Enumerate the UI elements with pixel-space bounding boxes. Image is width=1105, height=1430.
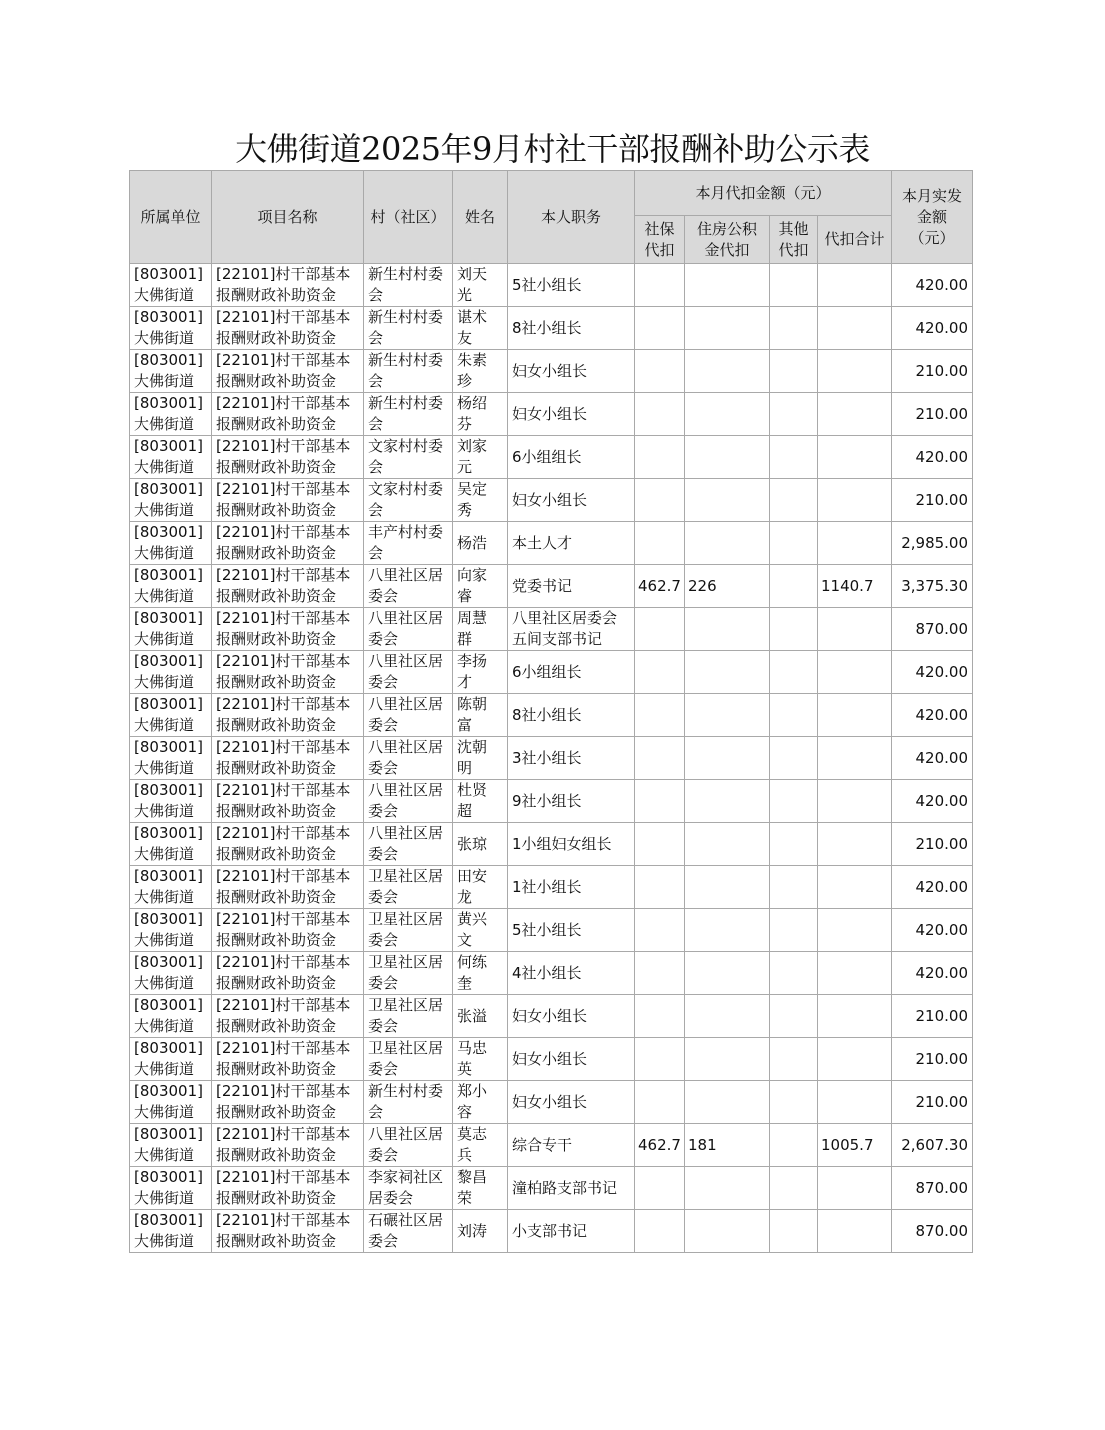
cell-total xyxy=(818,1038,892,1081)
cell-actual: 210.00 xyxy=(892,350,973,393)
cell-total xyxy=(818,651,892,694)
cell-social xyxy=(635,866,685,909)
cell-total xyxy=(818,823,892,866)
cell-name: 杨绍 芬 xyxy=(453,393,508,436)
cell-project: [22101]村干部基本 报酬财政补助资金 xyxy=(212,737,364,780)
cell-actual: 420.00 xyxy=(892,909,973,952)
cell-social xyxy=(635,307,685,350)
cell-position: 党委书记 xyxy=(508,565,635,608)
cell-actual: 3,375.30 xyxy=(892,565,973,608)
cell-position: 5社小组长 xyxy=(508,264,635,307)
cell-unit: [803001] 大佛街道 xyxy=(130,952,212,995)
cell-position: 妇女小组长 xyxy=(508,350,635,393)
cell-other xyxy=(770,1210,818,1253)
cell-project: [22101]村干部基本 报酬财政补助资金 xyxy=(212,350,364,393)
cell-village: 八里社区居 委会 xyxy=(364,565,453,608)
cell-actual: 420.00 xyxy=(892,780,973,823)
cell-social: 462.7 xyxy=(635,1124,685,1167)
cell-housing xyxy=(685,952,770,995)
table-row xyxy=(130,823,973,866)
cell-total xyxy=(818,307,892,350)
cell-position: 妇女小组长 xyxy=(508,1038,635,1081)
cell-project: [22101]村干部基本 报酬财政补助资金 xyxy=(212,694,364,737)
cell-housing xyxy=(685,608,770,651)
cell-name: 张琼 xyxy=(453,823,508,866)
cell-position: 8社小组长 xyxy=(508,307,635,350)
cell-unit: [803001] 大佛街道 xyxy=(130,1081,212,1124)
cell-village: 八里社区居 委会 xyxy=(364,608,453,651)
cell-project: [22101]村干部基本 报酬财政补助资金 xyxy=(212,1210,364,1253)
cell-project: [22101]村干部基本 报酬财政补助资金 xyxy=(212,307,364,350)
cell-total xyxy=(818,737,892,780)
cell-name: 李扬 才 xyxy=(453,651,508,694)
cell-name: 谌术 友 xyxy=(453,307,508,350)
table-row xyxy=(130,608,973,651)
header-total: 代扣合计 xyxy=(818,216,892,264)
cell-social xyxy=(635,608,685,651)
table-row xyxy=(130,651,973,694)
cell-position: 妇女小组长 xyxy=(508,995,635,1038)
cell-housing xyxy=(685,1081,770,1124)
cell-social xyxy=(635,1167,685,1210)
cell-housing xyxy=(685,1167,770,1210)
cell-total: 1005.7 xyxy=(818,1124,892,1167)
header-housing: 住房公积 金代扣 xyxy=(685,216,770,264)
cell-project: [22101]村干部基本 报酬财政补助资金 xyxy=(212,952,364,995)
cell-housing xyxy=(685,350,770,393)
cell-village: 新生村村委 会 xyxy=(364,350,453,393)
table-row xyxy=(130,737,973,780)
cell-name: 向家 睿 xyxy=(453,565,508,608)
cell-unit: [803001] 大佛街道 xyxy=(130,479,212,522)
cell-village: 文家村村委 会 xyxy=(364,479,453,522)
cell-housing xyxy=(685,780,770,823)
cell-housing xyxy=(685,436,770,479)
cell-project: [22101]村干部基本 报酬财政补助资金 xyxy=(212,565,364,608)
cell-social xyxy=(635,780,685,823)
cell-housing xyxy=(685,522,770,565)
cell-village: 卫星社区居 委会 xyxy=(364,909,453,952)
cell-project: [22101]村干部基本 报酬财政补助资金 xyxy=(212,780,364,823)
table-row xyxy=(130,1081,973,1124)
cell-total xyxy=(818,479,892,522)
cell-village: 文家村村委 会 xyxy=(364,436,453,479)
cell-name: 杜贤 超 xyxy=(453,780,508,823)
cell-name: 何练 奎 xyxy=(453,952,508,995)
page-title: 大佛街道2025年9月村社干部报酬补助公示表 xyxy=(235,130,870,168)
cell-social xyxy=(635,952,685,995)
cell-position: 妇女小组长 xyxy=(508,479,635,522)
cell-position: 本土人才 xyxy=(508,522,635,565)
cell-project: [22101]村干部基本 报酬财政补助资金 xyxy=(212,522,364,565)
cell-total xyxy=(818,1210,892,1253)
cell-social xyxy=(635,436,685,479)
cell-village: 八里社区居 委会 xyxy=(364,651,453,694)
table-header xyxy=(130,171,973,264)
table-row xyxy=(130,436,973,479)
cell-position: 1社小组长 xyxy=(508,866,635,909)
cell-other xyxy=(770,522,818,565)
cell-project: [22101]村干部基本 报酬财政补助资金 xyxy=(212,608,364,651)
cell-actual: 210.00 xyxy=(892,393,973,436)
cell-unit: [803001] 大佛街道 xyxy=(130,694,212,737)
cell-total xyxy=(818,522,892,565)
cell-housing xyxy=(685,737,770,780)
cell-project: [22101]村干部基本 报酬财政补助资金 xyxy=(212,909,364,952)
cell-total xyxy=(818,436,892,479)
cell-name: 田安 龙 xyxy=(453,866,508,909)
cell-other xyxy=(770,866,818,909)
cell-unit: [803001] 大佛街道 xyxy=(130,1210,212,1253)
cell-actual: 870.00 xyxy=(892,1210,973,1253)
cell-housing: 181 xyxy=(685,1124,770,1167)
cell-unit: [803001] 大佛街道 xyxy=(130,565,212,608)
cell-actual: 210.00 xyxy=(892,1081,973,1124)
cell-project: [22101]村干部基本 报酬财政补助资金 xyxy=(212,651,364,694)
cell-village: 新生村村委 会 xyxy=(364,307,453,350)
cell-other xyxy=(770,393,818,436)
cell-village: 李家祠社区 居委会 xyxy=(364,1167,453,1210)
cell-other xyxy=(770,307,818,350)
cell-other xyxy=(770,780,818,823)
cell-actual: 420.00 xyxy=(892,651,973,694)
cell-actual: 870.00 xyxy=(892,608,973,651)
cell-other xyxy=(770,264,818,307)
cell-actual: 210.00 xyxy=(892,823,973,866)
cell-name: 陈朝 富 xyxy=(453,694,508,737)
cell-village: 卫星社区居 委会 xyxy=(364,952,453,995)
cell-social xyxy=(635,393,685,436)
cell-position: 小支部书记 xyxy=(508,1210,635,1253)
cell-social xyxy=(635,264,685,307)
table-row xyxy=(130,1210,973,1253)
cell-position: 8社小组长 xyxy=(508,694,635,737)
table-row xyxy=(130,909,973,952)
cell-housing xyxy=(685,307,770,350)
cell-actual: 420.00 xyxy=(892,436,973,479)
cell-housing: 226 xyxy=(685,565,770,608)
cell-project: [22101]村干部基本 报酬财政补助资金 xyxy=(212,823,364,866)
table-row xyxy=(130,350,973,393)
cell-project: [22101]村干部基本 报酬财政补助资金 xyxy=(212,393,364,436)
cell-housing xyxy=(685,651,770,694)
cell-unit: [803001] 大佛街道 xyxy=(130,1038,212,1081)
cell-name: 周慧 群 xyxy=(453,608,508,651)
table-body xyxy=(130,264,973,1253)
table-row xyxy=(130,1124,973,1167)
table-row xyxy=(130,780,973,823)
cell-housing xyxy=(685,264,770,307)
header-actual: 本月实发 金额 （元） xyxy=(892,171,973,264)
cell-actual: 870.00 xyxy=(892,1167,973,1210)
cell-other xyxy=(770,909,818,952)
cell-unit: [803001] 大佛街道 xyxy=(130,737,212,780)
cell-position: 6小组组长 xyxy=(508,436,635,479)
cell-name: 朱素 珍 xyxy=(453,350,508,393)
table-row xyxy=(130,995,973,1038)
cell-housing xyxy=(685,694,770,737)
cell-total xyxy=(818,608,892,651)
table-row xyxy=(130,565,973,608)
cell-actual: 210.00 xyxy=(892,1038,973,1081)
cell-unit: [803001] 大佛街道 xyxy=(130,1167,212,1210)
table-row xyxy=(130,479,973,522)
header-project: 项目名称 xyxy=(212,171,364,264)
cell-unit: [803001] 大佛街道 xyxy=(130,823,212,866)
cell-actual: 2,985.00 xyxy=(892,522,973,565)
cell-project: [22101]村干部基本 报酬财政补助资金 xyxy=(212,866,364,909)
cell-position: 八里社区居委会 五间支部书记 xyxy=(508,608,635,651)
cell-other xyxy=(770,995,818,1038)
cell-other xyxy=(770,1081,818,1124)
cell-social xyxy=(635,995,685,1038)
cell-social xyxy=(635,350,685,393)
cell-social xyxy=(635,522,685,565)
cell-social xyxy=(635,1210,685,1253)
cell-project: [22101]村干部基本 报酬财政补助资金 xyxy=(212,1081,364,1124)
cell-actual: 420.00 xyxy=(892,737,973,780)
table-row xyxy=(130,694,973,737)
cell-housing xyxy=(685,995,770,1038)
cell-village: 石碾社区居 委会 xyxy=(364,1210,453,1253)
cell-project: [22101]村干部基本 报酬财政补助资金 xyxy=(212,1038,364,1081)
cell-unit: [803001] 大佛街道 xyxy=(130,780,212,823)
cell-unit: [803001] 大佛街道 xyxy=(130,307,212,350)
table-row xyxy=(130,866,973,909)
cell-village: 卫星社区居 委会 xyxy=(364,995,453,1038)
cell-housing xyxy=(685,909,770,952)
cell-name: 黎昌 荣 xyxy=(453,1167,508,1210)
cell-total xyxy=(818,909,892,952)
cell-actual: 210.00 xyxy=(892,479,973,522)
cell-village: 丰产村村委 会 xyxy=(364,522,453,565)
cell-other xyxy=(770,1167,818,1210)
cell-other xyxy=(770,651,818,694)
cell-position: 4社小组长 xyxy=(508,952,635,995)
cell-village: 卫星社区居 委会 xyxy=(364,866,453,909)
cell-project: [22101]村干部基本 报酬财政补助资金 xyxy=(212,479,364,522)
cell-total: 1140.7 xyxy=(818,565,892,608)
cell-unit: [803001] 大佛街道 xyxy=(130,264,212,307)
cell-name: 刘天 光 xyxy=(453,264,508,307)
cell-housing xyxy=(685,1210,770,1253)
cell-unit: [803001] 大佛街道 xyxy=(130,866,212,909)
cell-unit: [803001] 大佛街道 xyxy=(130,651,212,694)
cell-other xyxy=(770,565,818,608)
cell-total xyxy=(818,350,892,393)
cell-other xyxy=(770,952,818,995)
cell-project: [22101]村干部基本 报酬财政补助资金 xyxy=(212,1124,364,1167)
cell-name: 杨浩 xyxy=(453,522,508,565)
cell-total xyxy=(818,952,892,995)
cell-name: 刘涛 xyxy=(453,1210,508,1253)
header-other: 其他 代扣 xyxy=(770,216,818,264)
cell-position: 3社小组长 xyxy=(508,737,635,780)
cell-village: 新生村村委 会 xyxy=(364,1081,453,1124)
cell-social xyxy=(635,1038,685,1081)
cell-social xyxy=(635,1081,685,1124)
cell-name: 沈朝 明 xyxy=(453,737,508,780)
cell-other xyxy=(770,1124,818,1167)
cell-total xyxy=(818,694,892,737)
cell-unit: [803001] 大佛街道 xyxy=(130,608,212,651)
cell-unit: [803001] 大佛街道 xyxy=(130,1124,212,1167)
cell-position: 妇女小组长 xyxy=(508,1081,635,1124)
cell-project: [22101]村干部基本 报酬财政补助资金 xyxy=(212,1167,364,1210)
cell-name: 吴定 秀 xyxy=(453,479,508,522)
table-row xyxy=(130,307,973,350)
remuneration-table xyxy=(129,170,973,1253)
cell-name: 马忠 英 xyxy=(453,1038,508,1081)
cell-village: 八里社区居 委会 xyxy=(364,780,453,823)
cell-total xyxy=(818,995,892,1038)
cell-village: 新生村村委 会 xyxy=(364,393,453,436)
cell-actual: 420.00 xyxy=(892,694,973,737)
table-row xyxy=(130,1038,973,1081)
table-row xyxy=(130,522,973,565)
cell-total xyxy=(818,1081,892,1124)
cell-other xyxy=(770,350,818,393)
table-row xyxy=(130,1167,973,1210)
cell-position: 1小组妇女组长 xyxy=(508,823,635,866)
cell-housing xyxy=(685,393,770,436)
cell-total xyxy=(818,780,892,823)
cell-total xyxy=(818,393,892,436)
cell-other xyxy=(770,479,818,522)
cell-unit: [803001] 大佛街道 xyxy=(130,350,212,393)
cell-social xyxy=(635,479,685,522)
cell-unit: [803001] 大佛街道 xyxy=(130,522,212,565)
cell-position: 妇女小组长 xyxy=(508,393,635,436)
cell-social xyxy=(635,737,685,780)
cell-position: 潼柏路支部书记 xyxy=(508,1167,635,1210)
cell-actual: 420.00 xyxy=(892,866,973,909)
cell-social xyxy=(635,909,685,952)
cell-name: 刘家 元 xyxy=(453,436,508,479)
cell-social xyxy=(635,651,685,694)
cell-actual: 420.00 xyxy=(892,264,973,307)
cell-actual: 2,607.30 xyxy=(892,1124,973,1167)
cell-village: 八里社区居 委会 xyxy=(364,737,453,780)
header-withheld-group: 本月代扣金额（元） xyxy=(635,171,892,216)
header-unit: 所属单位 xyxy=(130,171,212,264)
cell-other xyxy=(770,608,818,651)
cell-unit: [803001] 大佛街道 xyxy=(130,995,212,1038)
cell-social xyxy=(635,694,685,737)
cell-actual: 210.00 xyxy=(892,995,973,1038)
cell-actual: 420.00 xyxy=(892,307,973,350)
cell-total xyxy=(818,866,892,909)
cell-other xyxy=(770,694,818,737)
cell-other xyxy=(770,737,818,780)
table-row xyxy=(130,264,973,307)
header-village: 村（社区） xyxy=(364,171,453,264)
header-position: 本人职务 xyxy=(508,171,635,264)
cell-other xyxy=(770,823,818,866)
cell-unit: [803001] 大佛街道 xyxy=(130,393,212,436)
cell-village: 新生村村委 会 xyxy=(364,264,453,307)
cell-housing xyxy=(685,823,770,866)
cell-project: [22101]村干部基本 报酬财政补助资金 xyxy=(212,264,364,307)
cell-name: 郑小 容 xyxy=(453,1081,508,1124)
cell-village: 卫星社区居 委会 xyxy=(364,1038,453,1081)
table-row xyxy=(130,393,973,436)
header-social: 社保 代扣 xyxy=(635,216,685,264)
cell-name: 张溢 xyxy=(453,995,508,1038)
cell-unit: [803001] 大佛街道 xyxy=(130,909,212,952)
cell-total xyxy=(818,264,892,307)
cell-project: [22101]村干部基本 报酬财政补助资金 xyxy=(212,436,364,479)
cell-position: 9社小组长 xyxy=(508,780,635,823)
cell-position: 6小组组长 xyxy=(508,651,635,694)
cell-other xyxy=(770,436,818,479)
cell-housing xyxy=(685,1038,770,1081)
cell-actual: 420.00 xyxy=(892,952,973,995)
cell-housing xyxy=(685,479,770,522)
cell-name: 莫志 兵 xyxy=(453,1124,508,1167)
header-name: 姓名 xyxy=(453,171,508,264)
cell-village: 八里社区居 委会 xyxy=(364,823,453,866)
cell-village: 八里社区居 委会 xyxy=(364,1124,453,1167)
cell-village: 八里社区居 委会 xyxy=(364,694,453,737)
cell-project: [22101]村干部基本 报酬财政补助资金 xyxy=(212,995,364,1038)
cell-position: 综合专干 xyxy=(508,1124,635,1167)
cell-housing xyxy=(685,866,770,909)
cell-total xyxy=(818,1167,892,1210)
cell-other xyxy=(770,1038,818,1081)
cell-social: 462.7 xyxy=(635,565,685,608)
cell-position: 5社小组长 xyxy=(508,909,635,952)
table-row xyxy=(130,952,973,995)
cell-unit: [803001] 大佛街道 xyxy=(130,436,212,479)
cell-social xyxy=(635,823,685,866)
cell-name: 黄兴 文 xyxy=(453,909,508,952)
